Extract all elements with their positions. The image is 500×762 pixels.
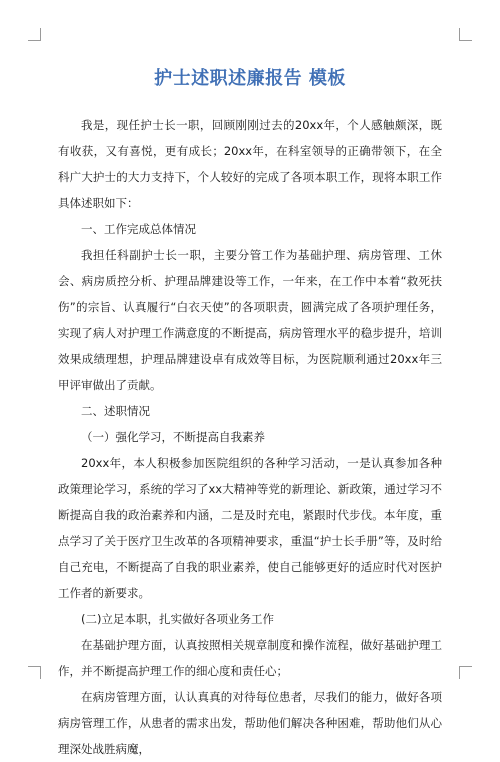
crop-mark-top-left — [28, 28, 41, 41]
body-paragraph: 在病房管理方面，认认真真的对待每位患者，尽我们的能力，做好各项病房管理工作，从患者的需求出发，帮助他们解决各种困难，帮助他们从心理深处战胜病魔， — [58, 690, 442, 756]
subsection-heading: （一）强化学习，不断提高自我素养 — [81, 430, 265, 444]
subsection-heading: (二)立足本职，扎实做好各项业务工作 — [81, 612, 274, 626]
crop-mark-bottom-right — [459, 666, 472, 679]
body-paragraph: 20xx年，本人积极参加医院组织的各种学习活动，一是认真参加各种政策理论学习，系统的学习了xx大精神等党的新理论、新政策，通过学习不断提高自我的政治素养和内涵，二是及时充电，紧跟时代步伐。本年度，重点学习了关于医疗卫生改革的各项精神要求，重温“护士长手册”等，及时给自己充电，不断提高了自我的职业素养，使自己能够更好的适应时代对医护工作者的新要求。 — [58, 456, 442, 600]
section-heading: 二、述职情况 — [81, 404, 150, 418]
body-paragraph: 我担任科副护士长一职，主要分管工作为基础护理、病房管理、工休会、病房质控分析、护理品牌建设等工作，一年来，在工作中本着“救死扶伤”的宗旨、认真履行“白衣天使”的各项职责，圆满完成了各项护理任务，实现了病人对护理工作满意度的不断提高，病房管理水平的稳步提升，培训效果成绩理想，护理品牌建设卓有成效等目标，为医院顺利通过20xx年三甲评审做出了贡献。 — [58, 248, 442, 392]
crop-mark-bottom-left — [28, 666, 41, 679]
body-paragraph: 在基础护理方面，认真按照相关规章制度和操作流程，做好基础护理工作，并不断提高护理工作的细心度和责任心； — [58, 638, 442, 678]
intro-paragraph: 我是，现任护士长一职，回顾刚刚过去的20xx年，个人感触颇深，既有收获，又有喜悦，更有成长；20xx年，在科室领导的正确带领下，在全科广大护士的大力支持下，个人较好的完成了各项本职工作，现将本职工作具体述职如下： — [58, 118, 442, 210]
document-body — [58, 112, 442, 762]
section-heading: 一、工作完成总体情况 — [81, 222, 196, 236]
document-title: 护士述职述廉报告 模板 — [154, 68, 346, 89]
crop-mark-top-right — [459, 28, 472, 41]
